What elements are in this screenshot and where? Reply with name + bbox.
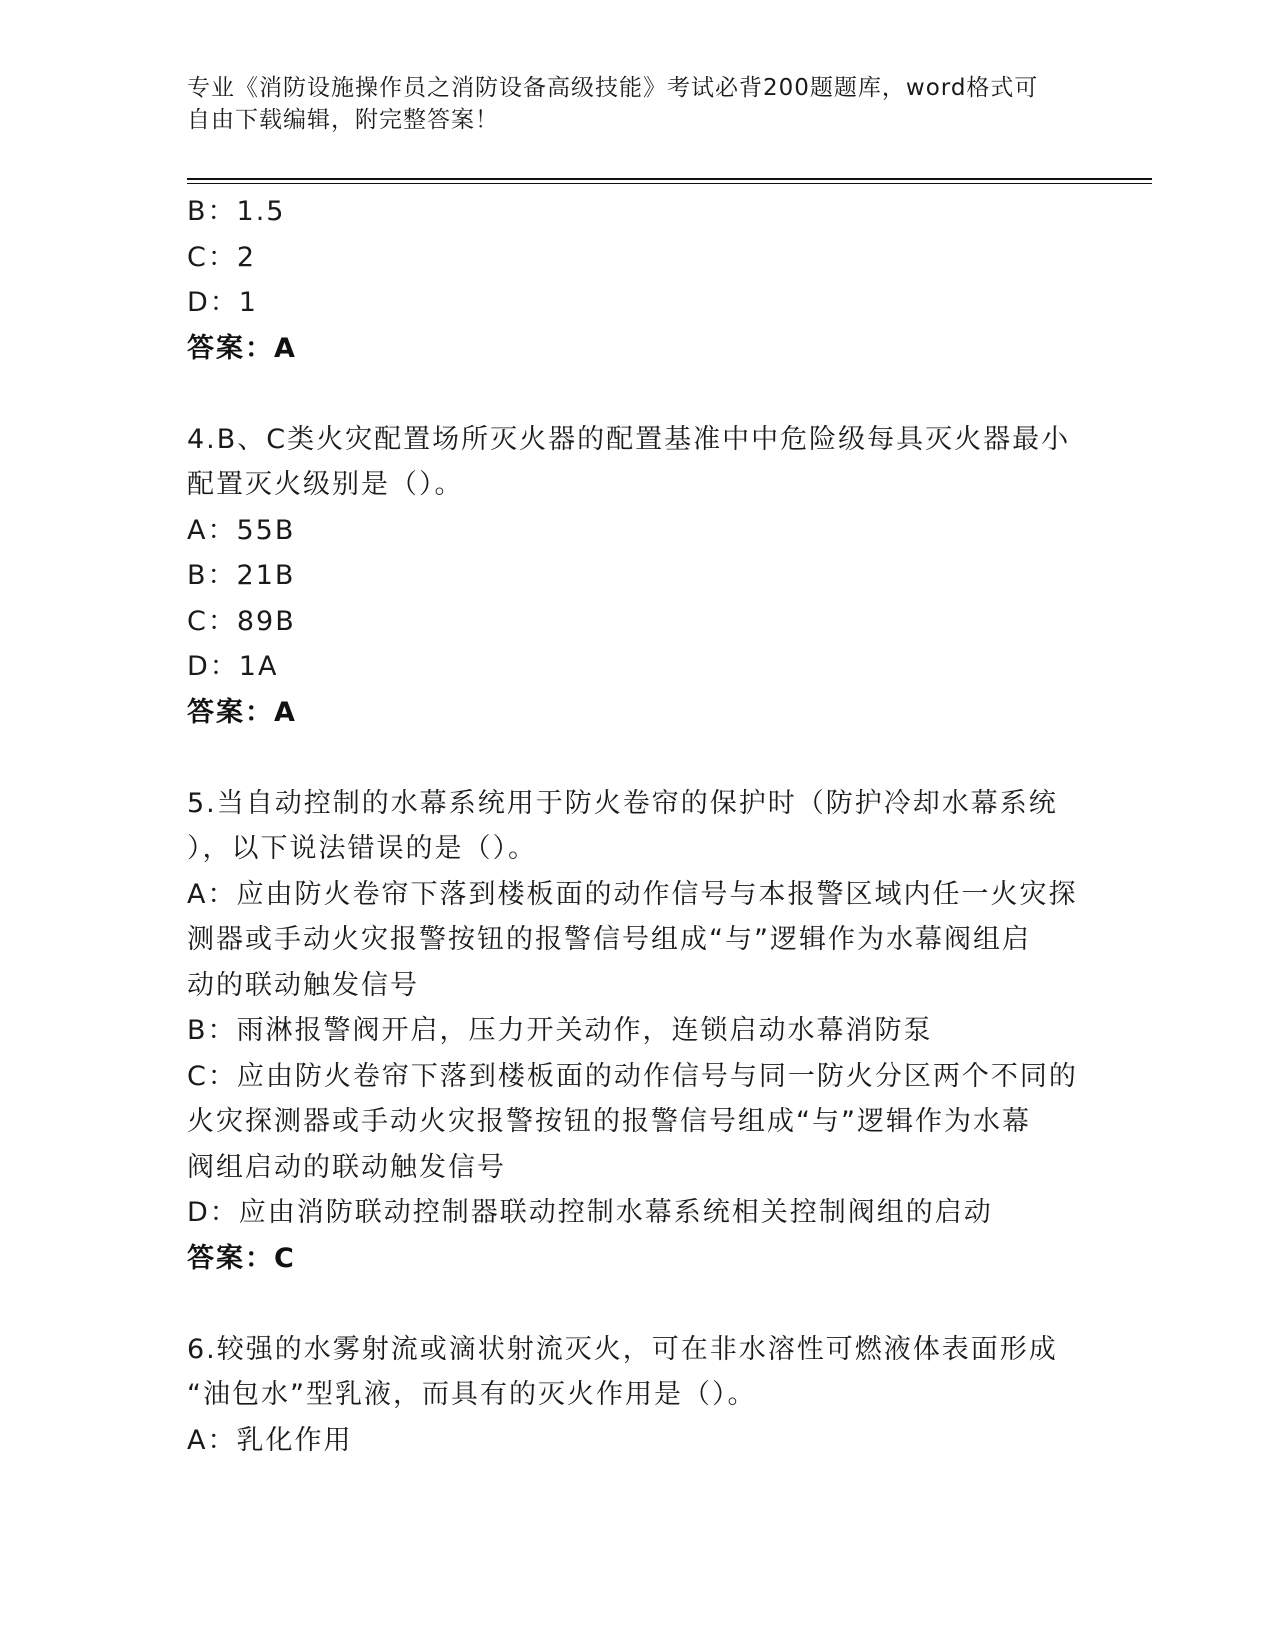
option-a-continued: 动的联动触发信号 <box>187 969 419 1001</box>
option-c: C：2 <box>187 241 257 273</box>
option-c: C：应由防火卷帘下落到楼板面的动作信号与同一防火分区两个不同的 <box>187 1060 1078 1092</box>
header-title-line-1: 专业《消防设施操作员之消防设备高级技能》考试必背200题题库，word格式可 <box>187 75 1039 101</box>
option-a: A：应由防火卷帘下落到楼板面的动作信号与本报警区域内任一火灾探 <box>187 878 1078 910</box>
question-6 <box>187 1327 1087 1464</box>
answer-label: 答案：C <box>187 1242 296 1274</box>
question-list <box>187 189 1087 1463</box>
option-c-continued: 阀组启动的联动触发信号 <box>187 1151 506 1183</box>
option-c: C：89B <box>187 605 296 637</box>
option-b: B：21B <box>187 560 296 591</box>
header-divider-thick <box>187 178 1152 180</box>
option-b: B：雨淋报警阀开启，压力开关动作，连锁启动水幕消防泵 <box>187 1015 933 1046</box>
question-stem: ），以下说法错误的是（）。 <box>187 833 537 864</box>
question-spacer <box>187 371 1087 417</box>
question-spacer <box>187 1281 1087 1327</box>
answer-label: 答案：A <box>187 696 297 728</box>
question-5 <box>187 781 1087 1282</box>
option-a-continued: 测器或手动火灾报警按钮的报警信号组成“与”逻辑作为水幕阀组启 <box>187 924 1031 955</box>
question-stem: 5.当自动控制的水幕系统用于防火卷帘的保护时（防护冷却水幕系统 <box>187 787 1058 819</box>
option-c-continued: 火灾探测器或手动火灾报警按钮的报警信号组成“与”逻辑作为水幕 <box>187 1106 1031 1137</box>
option-b: B：1.5 <box>187 196 286 227</box>
question-3-tail <box>187 189 1087 371</box>
question-stem: 6.较强的水雾射流或滴状射流灭火，可在非水溶性可燃液体表面形成 <box>187 1333 1058 1365</box>
option-d: D：1A <box>187 651 279 682</box>
option-a: A：乳化作用 <box>187 1424 353 1456</box>
option-d: D：应由消防联动控制器联动控制水幕系统相关控制阀组的启动 <box>187 1197 993 1228</box>
document-header <box>187 72 1067 136</box>
question-stem: 配置灭火级别是（）。 <box>187 469 464 500</box>
option-a: A：55B <box>187 514 296 546</box>
header-title-line-2: 自由下载编辑，附完整答案！ <box>187 107 499 133</box>
question-4 <box>187 417 1087 736</box>
question-stem: “油包水”型乳液，而具有的灭火作用是（）。 <box>187 1379 757 1410</box>
question-spacer <box>187 735 1087 781</box>
header-divider-thin <box>187 183 1152 184</box>
question-stem: 4.B、C类火灾配置场所灭火器的配置基准中中危险级每具灭火器最小 <box>187 423 1071 455</box>
option-d: D：1 <box>187 287 258 318</box>
answer-label: 答案：A <box>187 332 297 364</box>
